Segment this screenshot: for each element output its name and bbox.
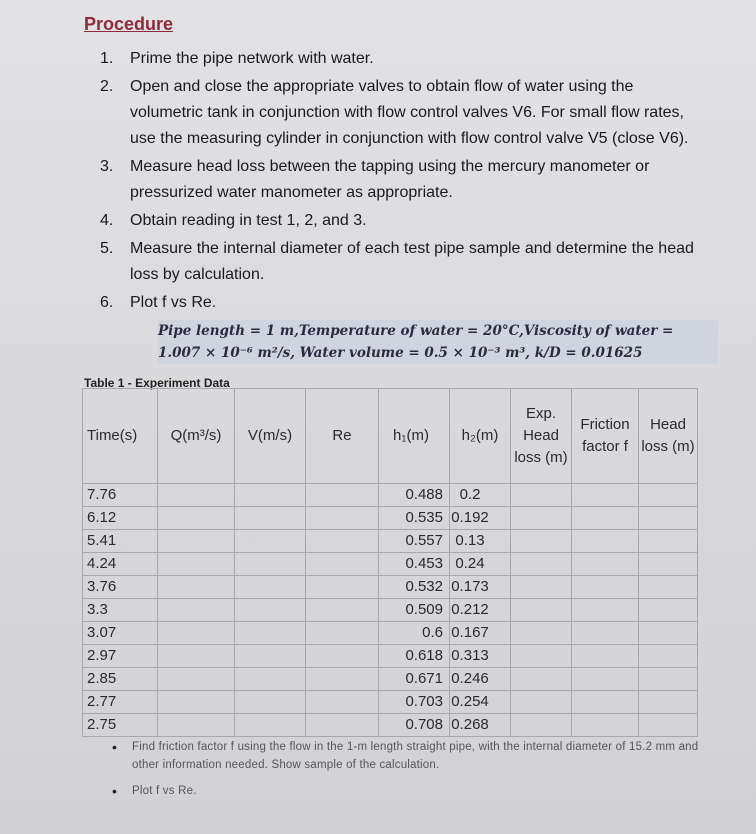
- note-text: Plot f vs Re.: [132, 785, 197, 797]
- cell-exp-head-loss: [511, 484, 572, 507]
- cell-exp-head-loss: [511, 622, 572, 645]
- cell-h2-value: 0.2: [459, 486, 481, 503]
- cell-friction-factor: [572, 576, 639, 599]
- parameters-line-1: Pipe length = 1 m,Temperature of water = 20°C,Viscosity of water =: [158, 323, 674, 339]
- cell-friction-factor: [572, 599, 639, 622]
- cell-reynolds: [306, 599, 379, 622]
- header-reynolds: Re: [306, 389, 379, 484]
- table-row: [83, 599, 698, 622]
- note-text: Find friction factor f using the flow in the 1-m length straight pipe, with the internal diameter of 15.2 mm and other information needed. Show sample of the calculation.: [132, 741, 699, 771]
- cell-h2-value: 0.13: [455, 532, 485, 549]
- cell-h2-value: 0.192: [451, 509, 489, 526]
- cell-flow-rate: [158, 553, 235, 576]
- cell-exp-head-loss: [511, 691, 572, 714]
- cell-friction-factor: [572, 507, 639, 530]
- cell-time: 2.75: [83, 714, 158, 737]
- table-row: [83, 530, 698, 553]
- cell-reynolds: [306, 484, 379, 507]
- cell-exp-head-loss: [511, 530, 572, 553]
- cell-h2: [450, 668, 511, 691]
- cell-h1: 0.708: [379, 714, 450, 737]
- cell-h2: [450, 530, 511, 553]
- step-number: 2.: [100, 78, 114, 95]
- cell-friction-factor: [572, 645, 639, 668]
- cell-h2-value: 0.24: [455, 555, 485, 572]
- cell-h1: 0.453: [379, 553, 450, 576]
- cell-friction-factor: [572, 553, 639, 576]
- experiment-parameters: [158, 320, 718, 364]
- cell-h2: [450, 714, 511, 737]
- header-head-loss: Head loss (m): [639, 389, 698, 484]
- cell-time: 2.77: [83, 691, 158, 714]
- step-text: Measure head loss between the tapping using the mercury manometer or pressurized water manometer as appropriate.: [130, 158, 650, 201]
- cell-h2: [450, 576, 511, 599]
- cell-h1: 0.6: [379, 622, 450, 645]
- step-text: Open and close the appropriate valves to obtain flow of water using the volumetric tank in conjunction with flow control valves V6. For small flow rates, use the measuring cylinder in conjunction with flow control valve V5 (close V6).: [130, 78, 689, 147]
- cell-flow-rate: [158, 714, 235, 737]
- cell-h1: 0.703: [379, 691, 450, 714]
- table-row: [83, 622, 698, 645]
- cell-flow-rate: [158, 576, 235, 599]
- cell-flow-rate: [158, 484, 235, 507]
- table-body: [83, 484, 698, 737]
- cell-exp-head-loss: [511, 553, 572, 576]
- cell-h2-value: 0.254: [451, 693, 489, 710]
- cell-h2: [450, 599, 511, 622]
- cell-friction-factor: [572, 714, 639, 737]
- cell-velocity: [235, 668, 306, 691]
- cell-exp-head-loss: [511, 599, 572, 622]
- cell-head-loss: [639, 576, 698, 599]
- cell-time: 6.12: [83, 507, 158, 530]
- cell-reynolds: [306, 668, 379, 691]
- parameters-line-2: 1.007 × 10⁻⁶ m²/s, Water volume = 0.5 × 10⁻³ m³, k/D = 0.01625: [158, 345, 643, 361]
- table-caption: Table 1 - Experiment Data: [84, 376, 230, 390]
- table-row: [83, 668, 698, 691]
- step-text: Prime the pipe network with water.: [130, 50, 374, 67]
- cell-time: 3.07: [83, 622, 158, 645]
- cell-reynolds: [306, 576, 379, 599]
- step-number: 3.: [100, 158, 114, 175]
- cell-time: 3.3: [83, 599, 158, 622]
- cell-velocity: [235, 691, 306, 714]
- cell-velocity: [235, 507, 306, 530]
- cell-velocity: [235, 645, 306, 668]
- header-h2: h₂(m): [450, 389, 511, 484]
- header-flow-rate: Q(m³/s): [158, 389, 235, 484]
- cell-exp-head-loss: [511, 714, 572, 737]
- cell-h2: [450, 691, 511, 714]
- cell-velocity: [235, 576, 306, 599]
- procedure-heading: Procedure: [84, 14, 174, 34]
- cell-velocity: [235, 714, 306, 737]
- cell-reynolds: [306, 622, 379, 645]
- experiment-data-table: [82, 388, 698, 737]
- cell-head-loss: [639, 668, 698, 691]
- bullet-icon: •: [112, 739, 117, 755]
- step-item: [100, 208, 700, 234]
- step-number: 1.: [100, 50, 114, 67]
- step-item: [100, 236, 700, 288]
- table-row: [83, 507, 698, 530]
- cell-h2-value: 0.313: [451, 647, 489, 664]
- header-friction-factor: Friction factor f: [572, 389, 639, 484]
- note-item: [112, 782, 712, 800]
- cell-head-loss: [639, 530, 698, 553]
- step-item: [100, 74, 700, 152]
- cell-exp-head-loss: [511, 576, 572, 599]
- cell-friction-factor: [572, 530, 639, 553]
- cell-velocity: [235, 484, 306, 507]
- task-notes: [112, 738, 712, 808]
- cell-time: 5.41: [83, 530, 158, 553]
- table-row: [83, 714, 698, 737]
- table-row: [83, 645, 698, 668]
- cell-h2-value: 0.268: [451, 716, 489, 733]
- cell-reynolds: [306, 645, 379, 668]
- cell-flow-rate: [158, 530, 235, 553]
- cell-flow-rate: [158, 622, 235, 645]
- step-number: 6.: [100, 294, 114, 311]
- cell-h2: [450, 553, 511, 576]
- cell-h2-value: 0.167: [451, 624, 489, 641]
- cell-flow-rate: [158, 668, 235, 691]
- cell-friction-factor: [572, 484, 639, 507]
- cell-h2-value: 0.212: [451, 601, 489, 618]
- cell-head-loss: [639, 507, 698, 530]
- step-text: Plot f vs Re.: [130, 294, 217, 311]
- cell-h1: 0.488: [379, 484, 450, 507]
- cell-h2: [450, 484, 511, 507]
- cell-reynolds: [306, 530, 379, 553]
- note-item: [112, 738, 712, 774]
- cell-h1: 0.671: [379, 668, 450, 691]
- cell-time: 7.76: [83, 484, 158, 507]
- header-velocity: V(m/s): [235, 389, 306, 484]
- cell-h1: 0.618: [379, 645, 450, 668]
- step-item: [100, 46, 700, 72]
- bullet-icon: •: [112, 783, 117, 799]
- cell-time: 2.85: [83, 668, 158, 691]
- table-header-row: [83, 389, 698, 484]
- cell-friction-factor: [572, 622, 639, 645]
- cell-head-loss: [639, 645, 698, 668]
- table-row: [83, 576, 698, 599]
- cell-reynolds: [306, 553, 379, 576]
- cell-flow-rate: [158, 507, 235, 530]
- header-h1: h₁(m): [379, 389, 450, 484]
- cell-reynolds: [306, 714, 379, 737]
- step-text: Measure the internal diameter of each test pipe sample and determine the head loss by calculation.: [130, 240, 694, 283]
- cell-h2: [450, 645, 511, 668]
- cell-head-loss: [639, 553, 698, 576]
- cell-h2-value: 0.246: [451, 670, 489, 687]
- step-item: [100, 290, 700, 316]
- cell-h1: 0.509: [379, 599, 450, 622]
- cell-flow-rate: [158, 645, 235, 668]
- step-number: 5.: [100, 240, 114, 257]
- cell-exp-head-loss: [511, 668, 572, 691]
- cell-h2: [450, 622, 511, 645]
- table-row: [83, 484, 698, 507]
- cell-head-loss: [639, 622, 698, 645]
- cell-flow-rate: [158, 691, 235, 714]
- cell-velocity: [235, 553, 306, 576]
- cell-exp-head-loss: [511, 507, 572, 530]
- cell-flow-rate: [158, 599, 235, 622]
- step-number: 4.: [100, 212, 114, 229]
- cell-h2: [450, 507, 511, 530]
- cell-head-loss: [639, 714, 698, 737]
- cell-exp-head-loss: [511, 645, 572, 668]
- cell-velocity: [235, 622, 306, 645]
- cell-h1: 0.535: [379, 507, 450, 530]
- cell-h1: 0.532: [379, 576, 450, 599]
- cell-friction-factor: [572, 691, 639, 714]
- cell-h2-value: 0.173: [451, 578, 489, 595]
- cell-time: 2.97: [83, 645, 158, 668]
- cell-h1: 0.557: [379, 530, 450, 553]
- cell-head-loss: [639, 599, 698, 622]
- table-row: [83, 691, 698, 714]
- step-text: Obtain reading in test 1, 2, and 3.: [130, 212, 367, 229]
- header-exp-head-loss: Exp. Head loss (m): [511, 389, 572, 484]
- cell-reynolds: [306, 691, 379, 714]
- cell-reynolds: [306, 507, 379, 530]
- cell-head-loss: [639, 691, 698, 714]
- cell-time: 4.24: [83, 553, 158, 576]
- procedure-steps: [100, 46, 700, 318]
- cell-velocity: [235, 599, 306, 622]
- cell-time: 3.76: [83, 576, 158, 599]
- header-time: Time(s): [83, 389, 158, 484]
- cell-head-loss: [639, 484, 698, 507]
- cell-friction-factor: [572, 668, 639, 691]
- table-row: [83, 553, 698, 576]
- step-item: [100, 154, 700, 206]
- cell-velocity: [235, 530, 306, 553]
